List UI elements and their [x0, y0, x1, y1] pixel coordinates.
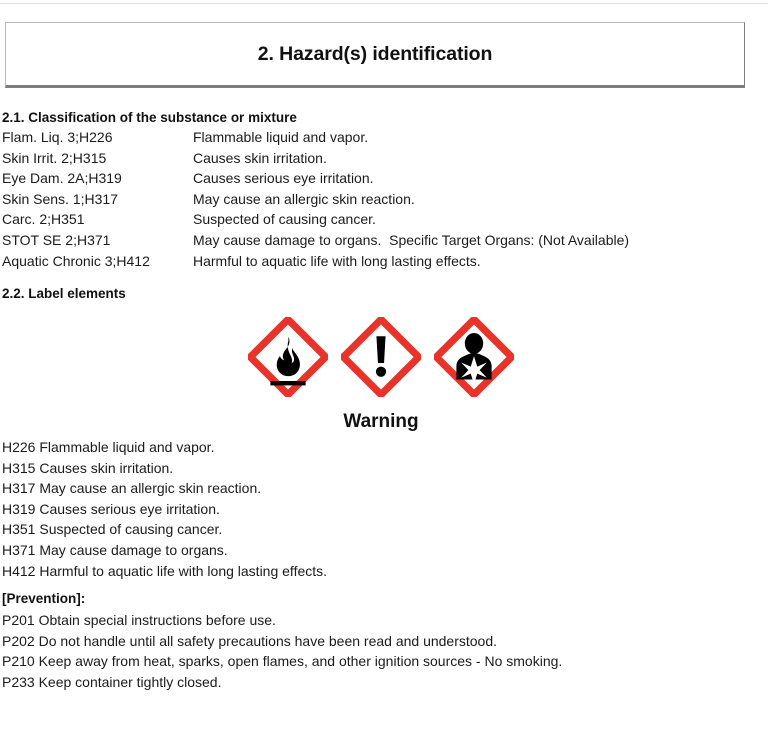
table-row: [0, 191, 768, 212]
classification-code: Skin Sens. 1;H317: [2, 190, 118, 207]
table-row: [0, 232, 768, 253]
hazard-statement-list: [2, 437, 602, 581]
classification-description: May cause an allergic skin reaction.: [193, 190, 415, 207]
prevention-statement-list: [2, 610, 702, 692]
prevention-heading: [Prevention]:: [2, 591, 86, 606]
classification-code: Eye Dam. 2A;H319: [2, 170, 122, 187]
table-row: [0, 129, 768, 150]
page-top-rule: [0, 3, 768, 4]
table-row: [0, 253, 768, 274]
list-item: P233 Keep container tightly closed.: [2, 673, 222, 690]
classification-description: Causes skin irritation.: [193, 149, 327, 166]
table-row: [0, 211, 768, 232]
list-item: H315 Causes skin irritation.: [2, 459, 174, 476]
classification-code: Aquatic Chronic 3;H412: [2, 252, 150, 269]
list-item: H351 Suspected of causing cancer.: [2, 521, 223, 538]
list-item: P210 Keep away from heat, sparks, open flames, and other ignition sources - No smoking.: [2, 653, 563, 670]
ghs08-health-hazard-pictogram: [434, 317, 514, 397]
classification-code: STOT SE 2;H371: [2, 231, 111, 248]
classification-code: Carc. 2;H351: [2, 211, 85, 228]
classification-table: [0, 129, 768, 273]
classification-description: Causes serious eye irritation.: [193, 170, 374, 187]
list-item: H226 Flammable liquid and vapor.: [2, 439, 215, 455]
classification-heading: 2.1. Classification of the substance or mixture: [2, 110, 297, 125]
section-title-box: [5, 22, 745, 88]
ghs07-exclamation-pictogram: [341, 317, 421, 397]
list-item: H319 Causes serious eye irritation.: [2, 500, 220, 517]
classification-code: Skin Irrit. 2;H315: [2, 149, 107, 166]
page-title: 2. Hazard(s) identification: [257, 42, 493, 65]
list-item: H412 Harmful to aquatic life with long lasting effects.: [2, 562, 328, 579]
classification-description: Flammable liquid and vapor.: [193, 129, 369, 145]
classification-description: Suspected of causing cancer.: [193, 211, 376, 228]
table-row: [0, 150, 768, 171]
list-item: H371 May cause damage to organs.: [2, 541, 228, 558]
classification-description: May cause damage to organs. Specific Target Organs: (Not Available): [193, 231, 630, 248]
ghs-pictogram-strip: [248, 317, 514, 407]
ghs02-flame-pictogram: [248, 317, 328, 397]
table-row: [0, 170, 768, 191]
signal-word: Warning: [343, 411, 419, 432]
label-elements-heading: 2.2. Label elements: [2, 286, 126, 301]
list-item: H317 May cause an allergic skin reaction.: [2, 480, 262, 497]
classification-description: Harmful to aquatic life with long lasting effects.: [193, 252, 481, 269]
list-item: P201 Obtain special instructions before use.: [2, 612, 276, 628]
classification-code: Flam. Liq. 3;H226: [2, 129, 113, 145]
list-item: P202 Do not handle until all safety precautions have been read and understood.: [2, 632, 498, 649]
